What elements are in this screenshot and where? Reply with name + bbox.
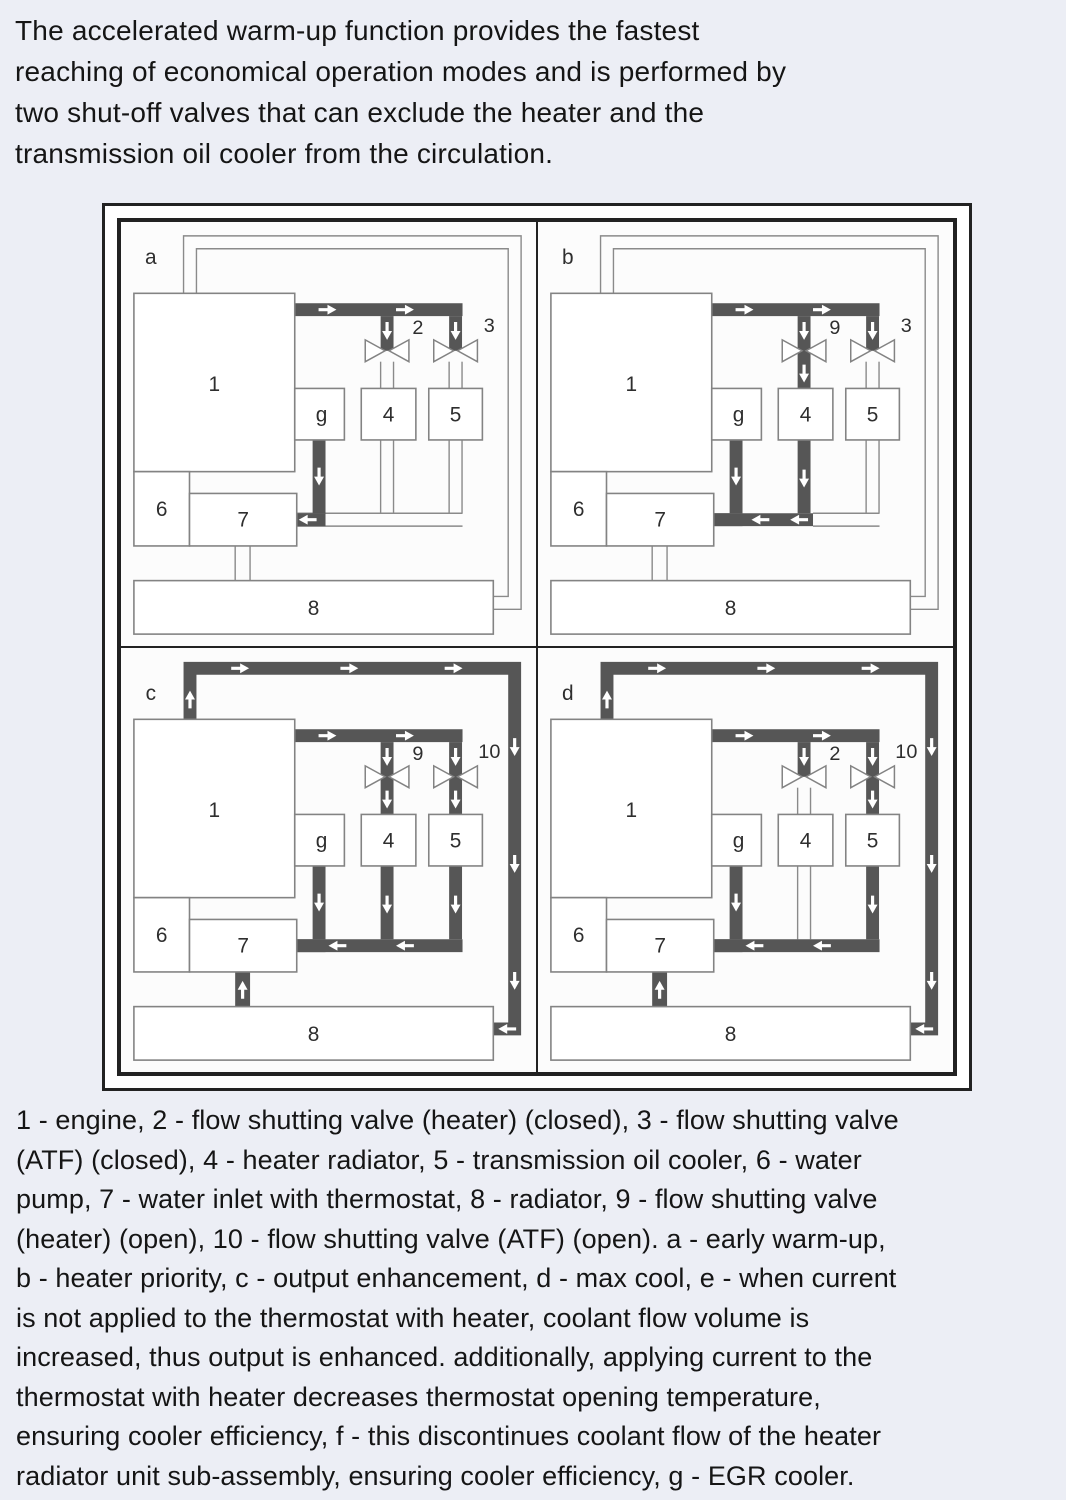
label-water-inlet: 7	[654, 934, 666, 958]
legend-line: radiator unit sub-assembly, ensuring cooler efficiency, g - EGR cooler.	[16, 1460, 855, 1491]
label-valve-right: 3	[900, 315, 912, 338]
label-engine: 1	[625, 798, 638, 822]
legend-line: is not applied to the thermostat with heater, coolant flow volume is	[16, 1302, 810, 1333]
label-water-inlet: 7	[237, 508, 249, 532]
label-valve-right: 10	[478, 741, 501, 764]
label-water-inlet: 7	[654, 508, 666, 532]
label-heater-radiator: 4	[382, 403, 395, 427]
panel-schematic-c	[121, 648, 536, 1072]
intro-line: The accelerated warm-up function provides the fastest	[15, 15, 700, 46]
legend-line: 1 - engine, 2 - flow shutting valve (heater) (closed), 3 - flow shutting valve	[16, 1105, 899, 1135]
legend-line: pump, 7 - water inlet with thermostat, 8 - radiator, 9 - flow shutting valve	[16, 1184, 878, 1214]
label-heater-radiator: 4	[799, 829, 812, 853]
intro-text	[15, 10, 786, 174]
diagram-panel-b	[537, 221, 954, 647]
label-water-pump: 6	[155, 923, 168, 947]
diagram-panel-d	[537, 647, 954, 1073]
diagram-figure	[102, 203, 972, 1091]
intro-line: reaching of economical operation modes and is performed by	[15, 56, 787, 87]
legend-line: (ATF) (closed), 4 - heater radiator, 5 - transmission oil cooler, 6 - water	[16, 1144, 862, 1175]
egr-elbow-pipe	[297, 939, 326, 952]
label-valve-left: 2	[829, 743, 841, 765]
label-valve-right: 3	[483, 315, 495, 338]
legend-line: b - heater priority, c - output enhancement, d - max cool, e - when current	[16, 1263, 897, 1293]
label-atf-cooler: 5	[449, 403, 462, 427]
diagram-panels-grid	[117, 218, 957, 1076]
label-radiator: 8	[307, 1022, 320, 1046]
panel-letter: a	[144, 246, 157, 270]
legend-line: increased, thus output is enhanced. additionally, applying current to the	[16, 1342, 873, 1372]
label-valve-left: 9	[829, 317, 841, 339]
label-atf-cooler: 5	[866, 403, 879, 427]
label-water-pump: 6	[155, 497, 168, 521]
egr-elbow-pipe	[714, 939, 743, 952]
intro-line: transmission oil cooler from the circulation.	[15, 138, 554, 169]
label-heater-radiator: 4	[799, 403, 812, 427]
panel-letter: d	[561, 682, 574, 706]
label-egr-cooler: g	[732, 829, 745, 853]
diagram-panel-a	[120, 221, 537, 647]
label-egr-cooler: g	[315, 829, 328, 853]
legend-text	[16, 1101, 899, 1496]
label-water-pump: 6	[572, 497, 585, 521]
label-water-pump: 6	[572, 923, 585, 947]
panel-schematic-d	[538, 648, 953, 1072]
panel-schematic-a	[121, 222, 536, 646]
label-heater-radiator: 4	[382, 829, 395, 853]
legend-line: thermostat with heater decreases thermostat opening temperature,	[16, 1381, 821, 1412]
panel-letter: b	[561, 246, 574, 270]
intro-line: two shut-off valves that can exclude the heater and the	[15, 97, 705, 128]
panel-letter: c	[145, 682, 156, 706]
legend-line: (heater) (open), 10 - flow shutting valve (ATF) (open). a - early warm-up,	[16, 1223, 886, 1254]
label-egr-cooler: g	[315, 403, 328, 427]
label-valve-right: 10	[895, 741, 918, 764]
label-engine: 1	[625, 372, 638, 396]
label-valve-left: 2	[412, 317, 424, 339]
legend-line: ensuring cooler efficiency, f - this discontinues coolant flow of the heater	[16, 1421, 882, 1451]
label-radiator: 8	[307, 596, 320, 620]
label-atf-cooler: 5	[866, 829, 879, 853]
egr-elbow-pipe	[714, 513, 743, 526]
diagram-panel-c	[120, 647, 537, 1073]
label-water-inlet: 7	[237, 934, 249, 958]
label-egr-cooler: g	[732, 403, 745, 427]
label-atf-cooler: 5	[449, 829, 462, 853]
label-engine: 1	[208, 372, 221, 396]
label-valve-left: 9	[412, 743, 424, 765]
label-radiator: 8	[724, 596, 737, 620]
label-engine: 1	[208, 798, 221, 822]
panel-schematic-b	[538, 222, 953, 646]
label-radiator: 8	[724, 1022, 737, 1046]
